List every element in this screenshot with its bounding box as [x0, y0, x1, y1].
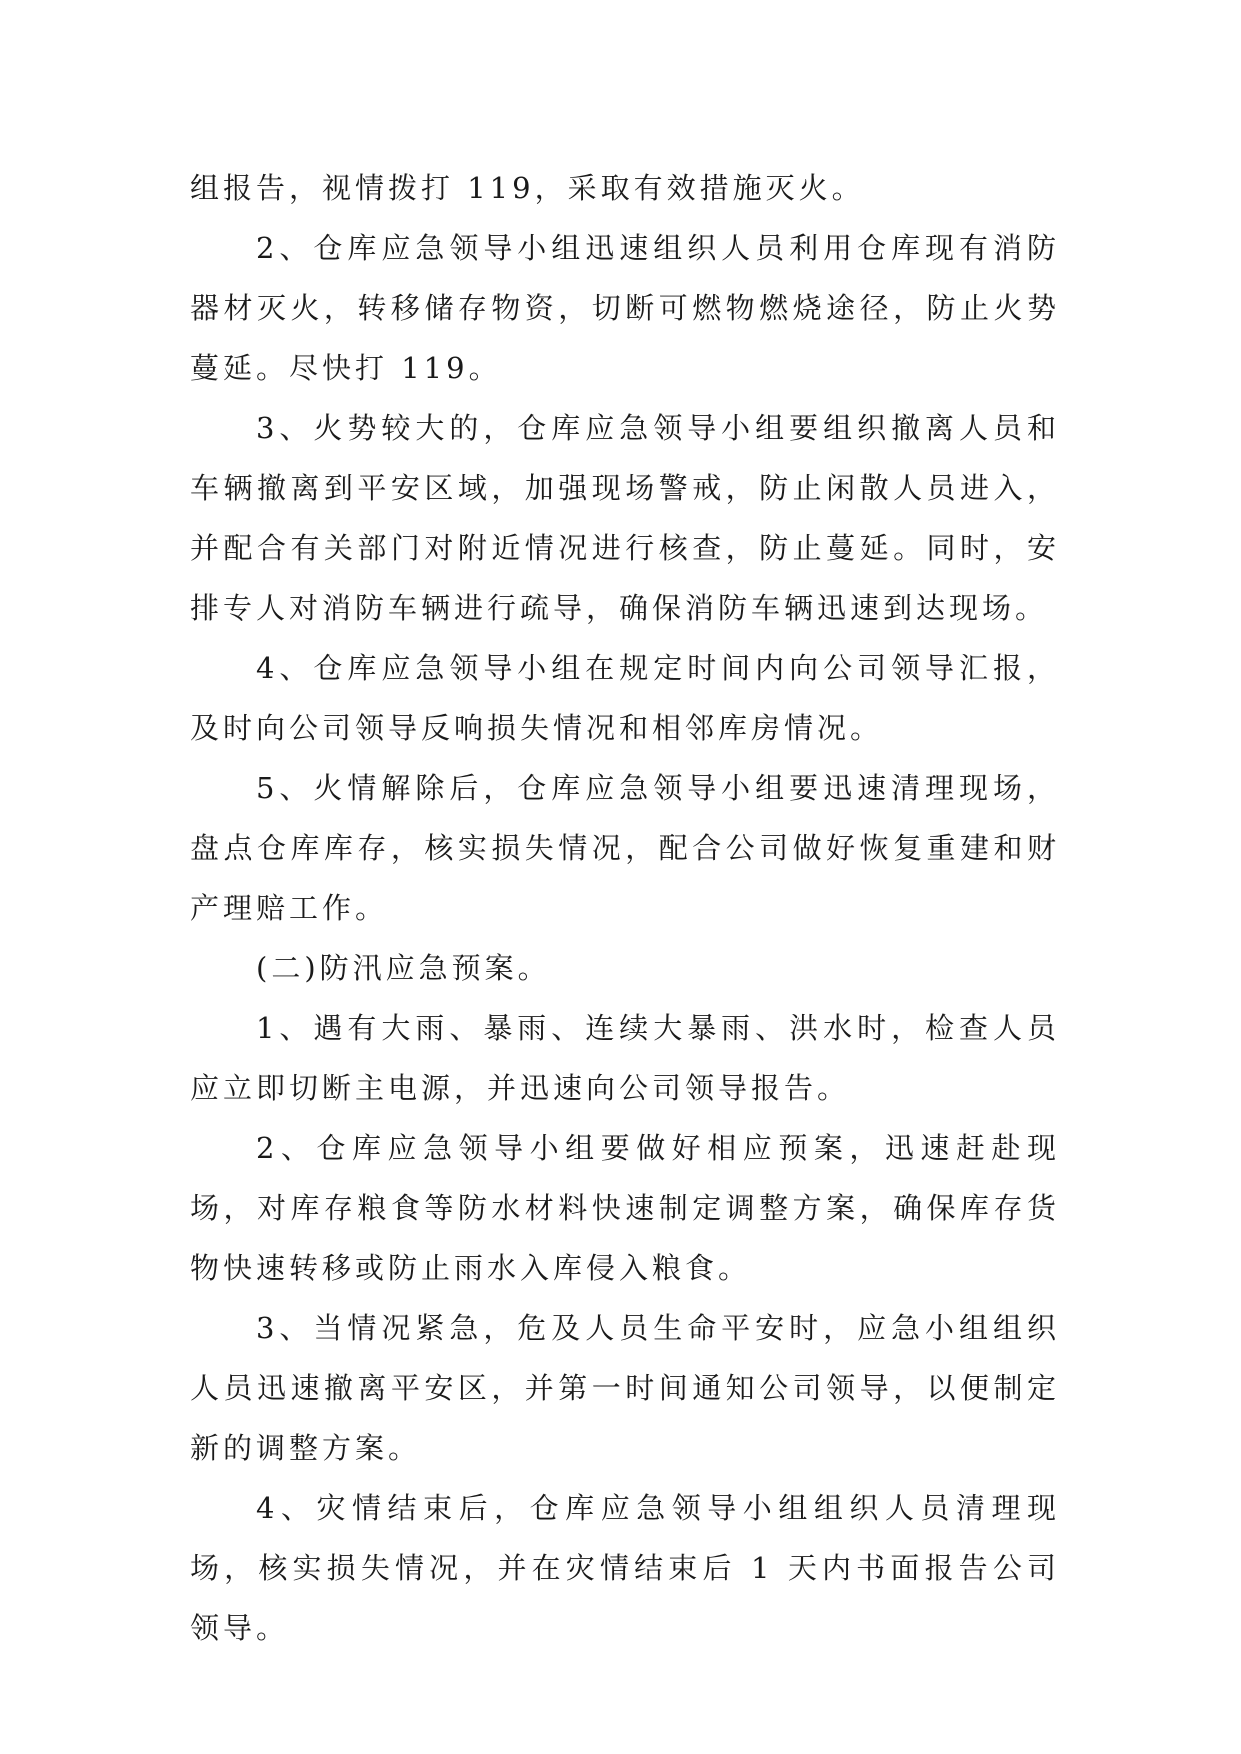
paragraph-flood-step-2: 2、仓库应急领导小组要做好相应预案，迅速赶赴现场，对库存粮食等防水材料快速制定调整方案，确保库存货物快速转移或防止雨水入库侵入粮食。	[190, 1131, 1060, 1285]
paragraph-fire-step-5: 5、火情解除后，仓库应急领导小组要迅速清理现场，盘点仓库库存，核实损失情况，配合公司做好恢复重建和财产理赔工作。	[190, 771, 1060, 925]
paragraph-fire-report-continued: 组报告，视情拨打 119，采取有效措施灭火。	[190, 171, 865, 205]
paragraph-flood-step-3: 3、当情况紧急，危及人员生命平安时，应急小组组织人员迅速撤离平安区，并第一时间通知公司领导，以便制定新的调整方案。	[190, 1311, 1060, 1465]
paragraph-flood-step-4: 4、灾情结束后，仓库应急领导小组组织人员清理现场，核实损失情况，并在灾情结束后 1 天内书面报告公司领导。	[190, 1491, 1060, 1645]
document-body	[190, 158, 1060, 1658]
section-heading-flood-plan: (二)防汛应急预案。	[256, 951, 551, 985]
paragraph-fire-step-3: 3、火势较大的，仓库应急领导小组要组织撤离人员和车辆撤离到平安区域，加强现场警戒，防止闲散人员进入，并配合有关部门对附近情况进行核查，防止蔓延。同时，安排专人对消防车辆进行疏导，确保消防车辆迅速到达现场。	[190, 411, 1060, 625]
paragraph-flood-step-1: 1、遇有大雨、暴雨、连续大暴雨、洪水时，检查人员应立即切断主电源，并迅速向公司领导报告。	[190, 1011, 1060, 1105]
paragraph-fire-step-4: 4、仓库应急领导小组在规定时间内向公司领导汇报，及时向公司领导反响损失情况和相邻库房情况。	[190, 651, 1060, 745]
paragraph-fire-step-2: 2、仓库应急领导小组迅速组织人员利用仓库现有消防器材灭火，转移储存物资，切断可燃物燃烧途径，防止火势蔓延。尽快打 119。	[190, 231, 1060, 385]
